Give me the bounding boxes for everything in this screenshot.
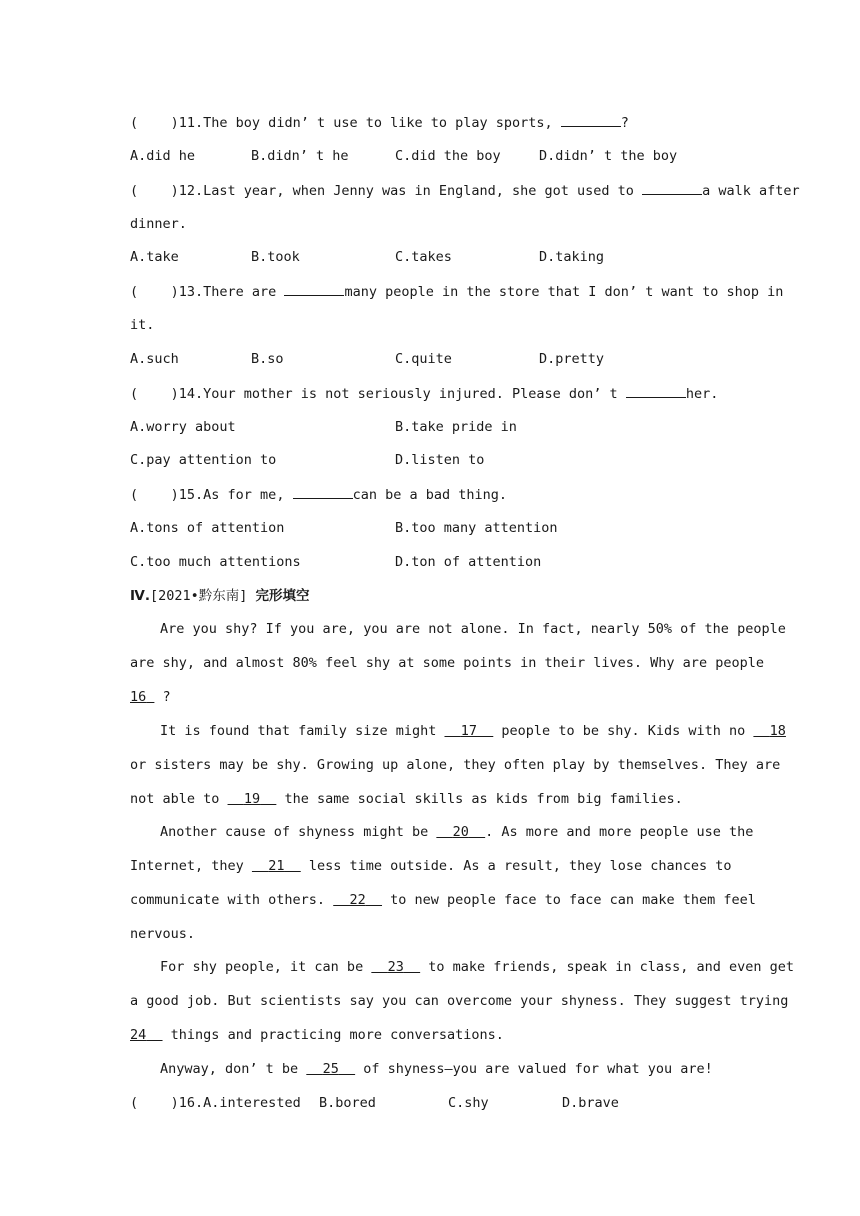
blank-20: 20 bbox=[452, 824, 469, 840]
passage-text: people to be shy. Kids with no bbox=[501, 723, 746, 739]
option-c: C.takes bbox=[395, 249, 452, 265]
passage-line: a good job. But scientists say you can overcome your shyness. They suggest trying bbox=[130, 993, 789, 1009]
question-11 bbox=[130, 113, 629, 132]
blank-19: 19 bbox=[243, 791, 261, 807]
passage-text: less time outside. As a result, they lose chances to bbox=[308, 858, 732, 874]
question-14 bbox=[130, 384, 718, 403]
passage-line bbox=[130, 688, 171, 706]
option-b: B.took bbox=[251, 249, 300, 265]
answer-bracket: ( ) bbox=[130, 386, 179, 402]
answer-blank bbox=[642, 181, 702, 195]
option-d: D.ton of attention bbox=[395, 554, 542, 570]
question-stem: 14.Your mother is not seriously injured. Please don’ t bbox=[178, 386, 618, 402]
blank-21: 21 bbox=[268, 858, 285, 874]
passage-text: the same social skills as kids from big families. bbox=[284, 791, 683, 807]
question-stem-line2: it. bbox=[130, 317, 155, 333]
passage-line bbox=[160, 1060, 713, 1078]
passage-text: ? bbox=[162, 689, 171, 705]
option-d: D.taking bbox=[539, 249, 605, 265]
question-stem-cont: many people in the store that I don’ t want to shop in bbox=[344, 284, 784, 300]
passage-line bbox=[160, 722, 786, 740]
option-d: D.didn’ t the boy bbox=[539, 148, 678, 164]
option-c: C.quite bbox=[395, 351, 452, 367]
blank-18: 18 bbox=[769, 723, 786, 739]
option-c: C.too much attentions bbox=[130, 554, 301, 570]
passage-line bbox=[130, 857, 732, 875]
option-b: B.take pride in bbox=[395, 419, 517, 435]
section-number: Ⅳ. bbox=[130, 588, 150, 604]
passage-line: or sisters may be shy. Growing up alone, they often play by themselves. They are bbox=[130, 757, 781, 773]
question-stem-cont: can be a bad thing. bbox=[352, 487, 508, 503]
option-b: B.bored bbox=[319, 1095, 376, 1111]
option-a: A.tons of attention bbox=[130, 520, 285, 536]
passage-text: to make friends, speak in class, and even get bbox=[428, 959, 795, 975]
option-a: A.take bbox=[130, 249, 179, 265]
section-heading bbox=[130, 587, 310, 605]
blank-17: 17 bbox=[460, 723, 478, 739]
option-d: D.pretty bbox=[539, 351, 605, 367]
option-c: C.did the boy bbox=[395, 148, 501, 164]
option-d: D.listen to bbox=[395, 452, 485, 468]
answer-blank bbox=[293, 485, 353, 499]
question-12 bbox=[130, 181, 800, 200]
passage-line: Are you shy? If you are, you are not alone. In fact, nearly 50% of the people bbox=[160, 621, 786, 637]
question-16 bbox=[130, 1094, 301, 1112]
passage-line bbox=[130, 891, 756, 909]
question-stem-cont: a walk after bbox=[702, 183, 800, 199]
section-title: 完形填空 bbox=[255, 588, 310, 604]
option-c: C.pay attention to bbox=[130, 452, 277, 468]
passage-text: Another cause of shyness might be bbox=[160, 824, 429, 840]
section-source: [2021•黔东南] bbox=[149, 588, 248, 604]
answer-bracket: ( ) bbox=[130, 284, 179, 300]
question-13 bbox=[130, 282, 783, 301]
passage-text: For shy people, it can be bbox=[160, 959, 364, 975]
answer-bracket: ( ) bbox=[130, 1095, 179, 1111]
option-b: B.didn’ t he bbox=[251, 148, 349, 164]
blank-16: 16 bbox=[130, 689, 147, 705]
blank-25: 25 bbox=[322, 1061, 339, 1077]
passage-text: It is found that family size might bbox=[160, 723, 437, 739]
answer-blank bbox=[561, 113, 621, 127]
blank-24: 24 bbox=[130, 1027, 147, 1043]
passage-line bbox=[160, 823, 753, 841]
option-a: 16.A.interested bbox=[178, 1095, 301, 1111]
question-stem-line2: dinner. bbox=[130, 216, 187, 232]
option-b: B.so bbox=[251, 351, 284, 367]
passage-text: communicate with others. bbox=[130, 892, 326, 908]
answer-bracket: ( ) bbox=[130, 115, 179, 131]
option-b: B.too many attention bbox=[395, 520, 558, 536]
passage-text: Internet, they bbox=[130, 858, 244, 874]
blank-23: 23 bbox=[387, 959, 404, 975]
option-a: A.did he bbox=[130, 148, 196, 164]
question-end: ? bbox=[620, 115, 629, 131]
passage-line bbox=[130, 1026, 504, 1044]
passage-text: of shyness—you are valued for what you are! bbox=[363, 1061, 713, 1077]
blank-22: 22 bbox=[349, 892, 366, 908]
passage-line bbox=[160, 958, 794, 976]
answer-blank bbox=[284, 282, 344, 296]
passage-text: things and practicing more conversations. bbox=[170, 1027, 504, 1043]
passage-line: are shy, and almost 80% feel shy at some points in their lives. Why are people bbox=[130, 655, 764, 671]
option-d: D.brave bbox=[562, 1095, 619, 1111]
question-stem: 11.The boy didn’ t use to like to play sports, bbox=[178, 115, 553, 131]
option-a: A.such bbox=[130, 351, 179, 367]
answer-blank bbox=[626, 384, 686, 398]
passage-line bbox=[130, 790, 683, 808]
passage-line: nervous. bbox=[130, 926, 196, 942]
passage-text: to new people face to face can make them feel bbox=[390, 892, 756, 908]
option-a: A.worry about bbox=[130, 419, 236, 435]
passage-text: . As more and more people use the bbox=[485, 824, 754, 840]
question-15 bbox=[130, 485, 507, 504]
answer-bracket: ( ) bbox=[130, 487, 179, 503]
question-stem-cont: her. bbox=[685, 386, 719, 402]
question-stem: 12.Last year, when Jenny was in England, she got used to bbox=[178, 183, 634, 199]
question-stem: 15.As for me, bbox=[178, 487, 285, 503]
passage-text: not able to bbox=[130, 791, 220, 807]
passage-text: Anyway, don’ t be bbox=[160, 1061, 299, 1077]
option-c: C.shy bbox=[448, 1095, 489, 1111]
question-stem: 13.There are bbox=[178, 284, 277, 300]
answer-bracket: ( ) bbox=[130, 183, 179, 199]
